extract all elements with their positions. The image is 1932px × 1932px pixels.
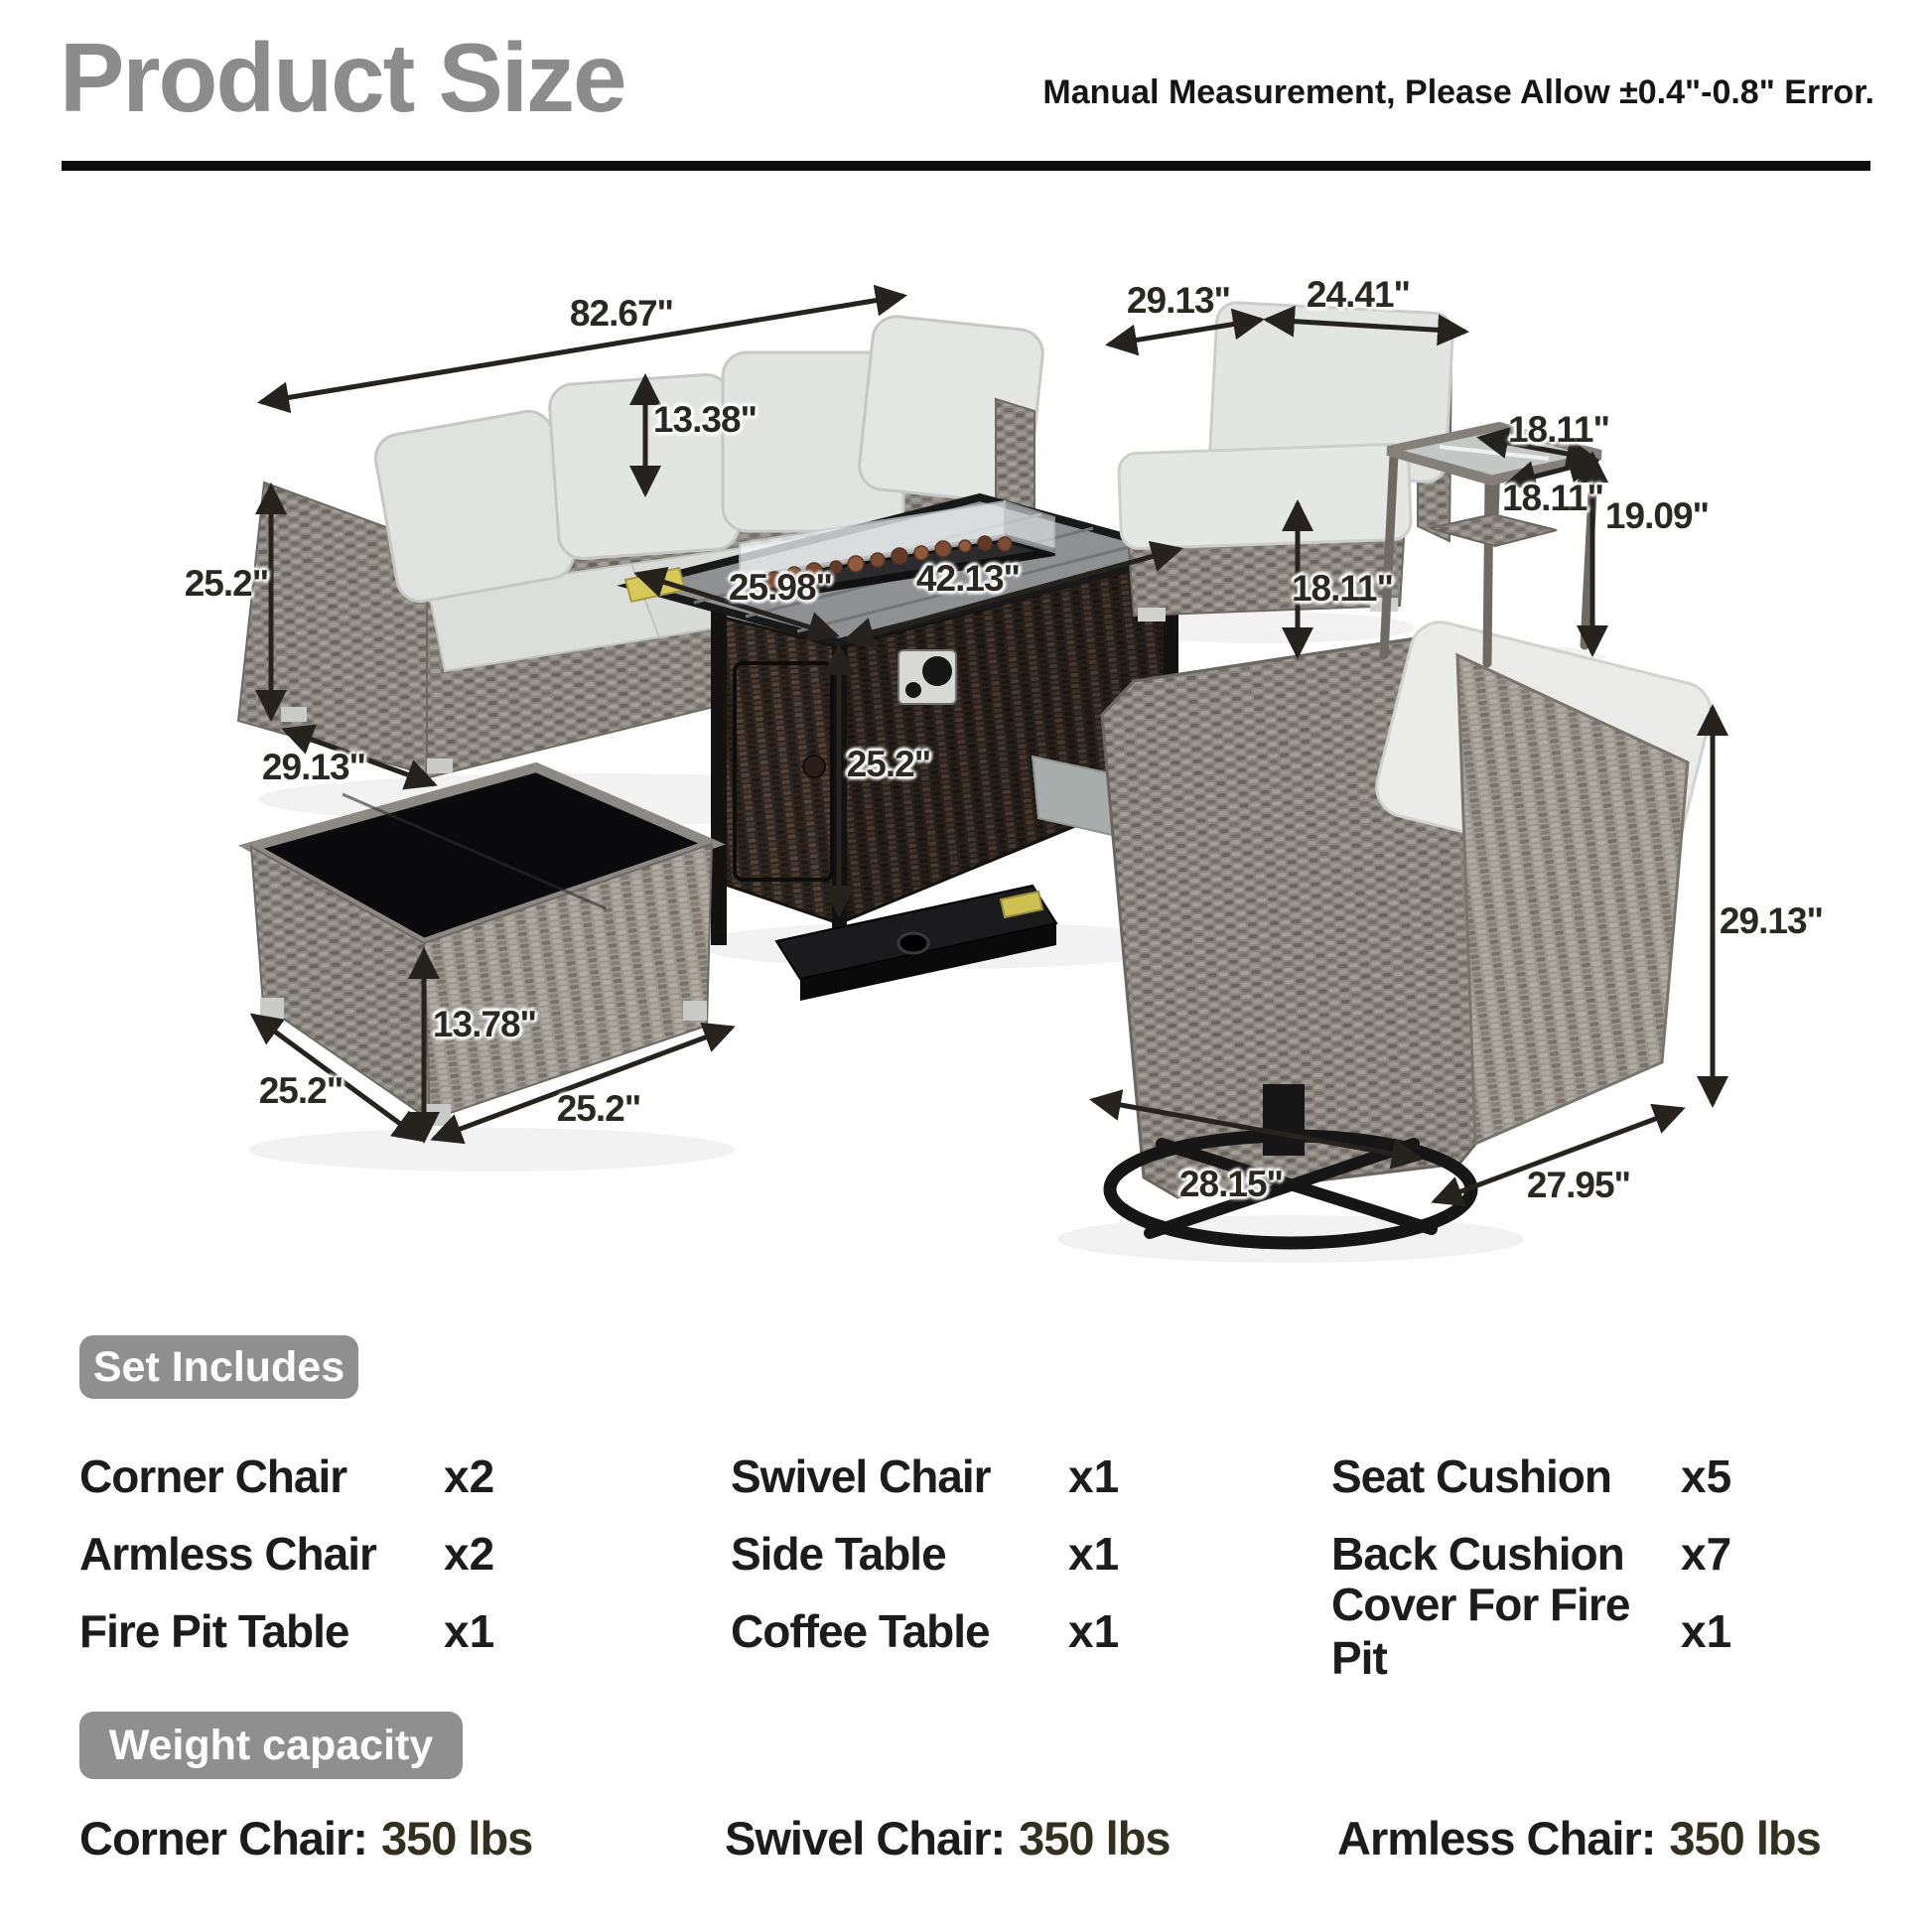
dim-sofa-height: 25.2" [184, 563, 269, 604]
item-qty: x2 [444, 1450, 495, 1502]
armless-chair-illustration [1118, 302, 1453, 621]
item-qty: x1 [1681, 1605, 1732, 1657]
dim-swivel-height: 29.13" [1719, 900, 1824, 941]
dim-firepit-depth: 25.98" [728, 567, 833, 608]
dim-coffee-height: 13.78" [432, 1004, 537, 1044]
set-includes-column-2 [731, 1438, 1119, 1670]
measurement-note: Manual Measurement, Please Allow ±0.4"-0.8" Error. [1042, 73, 1874, 111]
dim-firepit-length: 42.13" [915, 558, 1021, 599]
weight-item-value: 350 lbs [380, 1812, 533, 1864]
weight-capacity-item [725, 1811, 1171, 1865]
weight-capacity-item [1337, 1811, 1821, 1865]
list-item [79, 1438, 494, 1515]
dim-sofa-depth: 29.13" [261, 747, 366, 787]
dim-cushion-height: 13.38" [652, 399, 758, 440]
item-name: Cover For Fire Pit [1331, 1579, 1630, 1684]
item-name: Seat Cushion [1331, 1450, 1611, 1502]
item-name: Corner Chair [79, 1450, 347, 1502]
list-item [731, 1592, 1119, 1670]
weight-item-name: Armless Chair: [1337, 1812, 1656, 1864]
dim-armless-width: 24.41" [1306, 274, 1411, 315]
page-title: Product Size [60, 23, 625, 132]
item-name: Swivel Chair [731, 1450, 991, 1502]
item-qty: x1 [1068, 1605, 1120, 1657]
dim-swivel-width: 27.95" [1526, 1165, 1631, 1205]
list-item [79, 1515, 494, 1592]
side-table-illustration [1384, 427, 1600, 663]
item-qty: x2 [444, 1528, 495, 1580]
list-item [731, 1438, 1119, 1515]
dim-swivel-depth: 28.15" [1178, 1164, 1284, 1204]
dim-armless-depth: 29.13" [1126, 280, 1231, 321]
item-qty: x1 [444, 1605, 495, 1657]
dim-side-table-width: 18.11" [1507, 409, 1610, 450]
item-name: Armless Chair [79, 1528, 376, 1580]
item-name: Coffee Table [731, 1605, 990, 1657]
dim-armless-seat-height: 18.11" [1291, 568, 1394, 609]
dim-sofa-width: 82.67" [569, 293, 674, 334]
item-name: Side Table [731, 1528, 946, 1580]
dim-coffee-depth: 25.2" [258, 1070, 344, 1111]
weight-capacity-badge: Weight capacity [79, 1712, 463, 1779]
dim-coffee-width: 25.2" [556, 1088, 641, 1129]
set-includes-column-1 [79, 1438, 494, 1670]
item-qty: x7 [1681, 1528, 1732, 1580]
item-qty: x5 [1681, 1450, 1732, 1502]
set-includes-column-3 [1331, 1438, 1732, 1684]
weight-item-value: 350 lbs [1019, 1812, 1171, 1864]
dim-firepit-height: 25.2" [846, 744, 931, 784]
weight-item-value: 350 lbs [1669, 1812, 1821, 1864]
weight-capacity-item [79, 1811, 532, 1865]
dim-side-table-depth: 18.11" [1501, 478, 1604, 518]
list-item [79, 1592, 494, 1670]
item-qty: x1 [1068, 1528, 1120, 1580]
weight-item-name: Corner Chair: [79, 1812, 367, 1864]
list-item [731, 1515, 1119, 1592]
list-item [1331, 1438, 1731, 1515]
item-qty: x1 [1068, 1450, 1120, 1502]
weight-item-name: Swivel Chair: [725, 1812, 1006, 1864]
set-includes-badge: Set Includes [79, 1335, 358, 1399]
item-name: Back Cushion [1331, 1528, 1624, 1580]
dim-side-table-height: 19.09" [1604, 495, 1710, 536]
item-name: Fire Pit Table [79, 1605, 349, 1657]
list-item [1331, 1579, 1732, 1684]
